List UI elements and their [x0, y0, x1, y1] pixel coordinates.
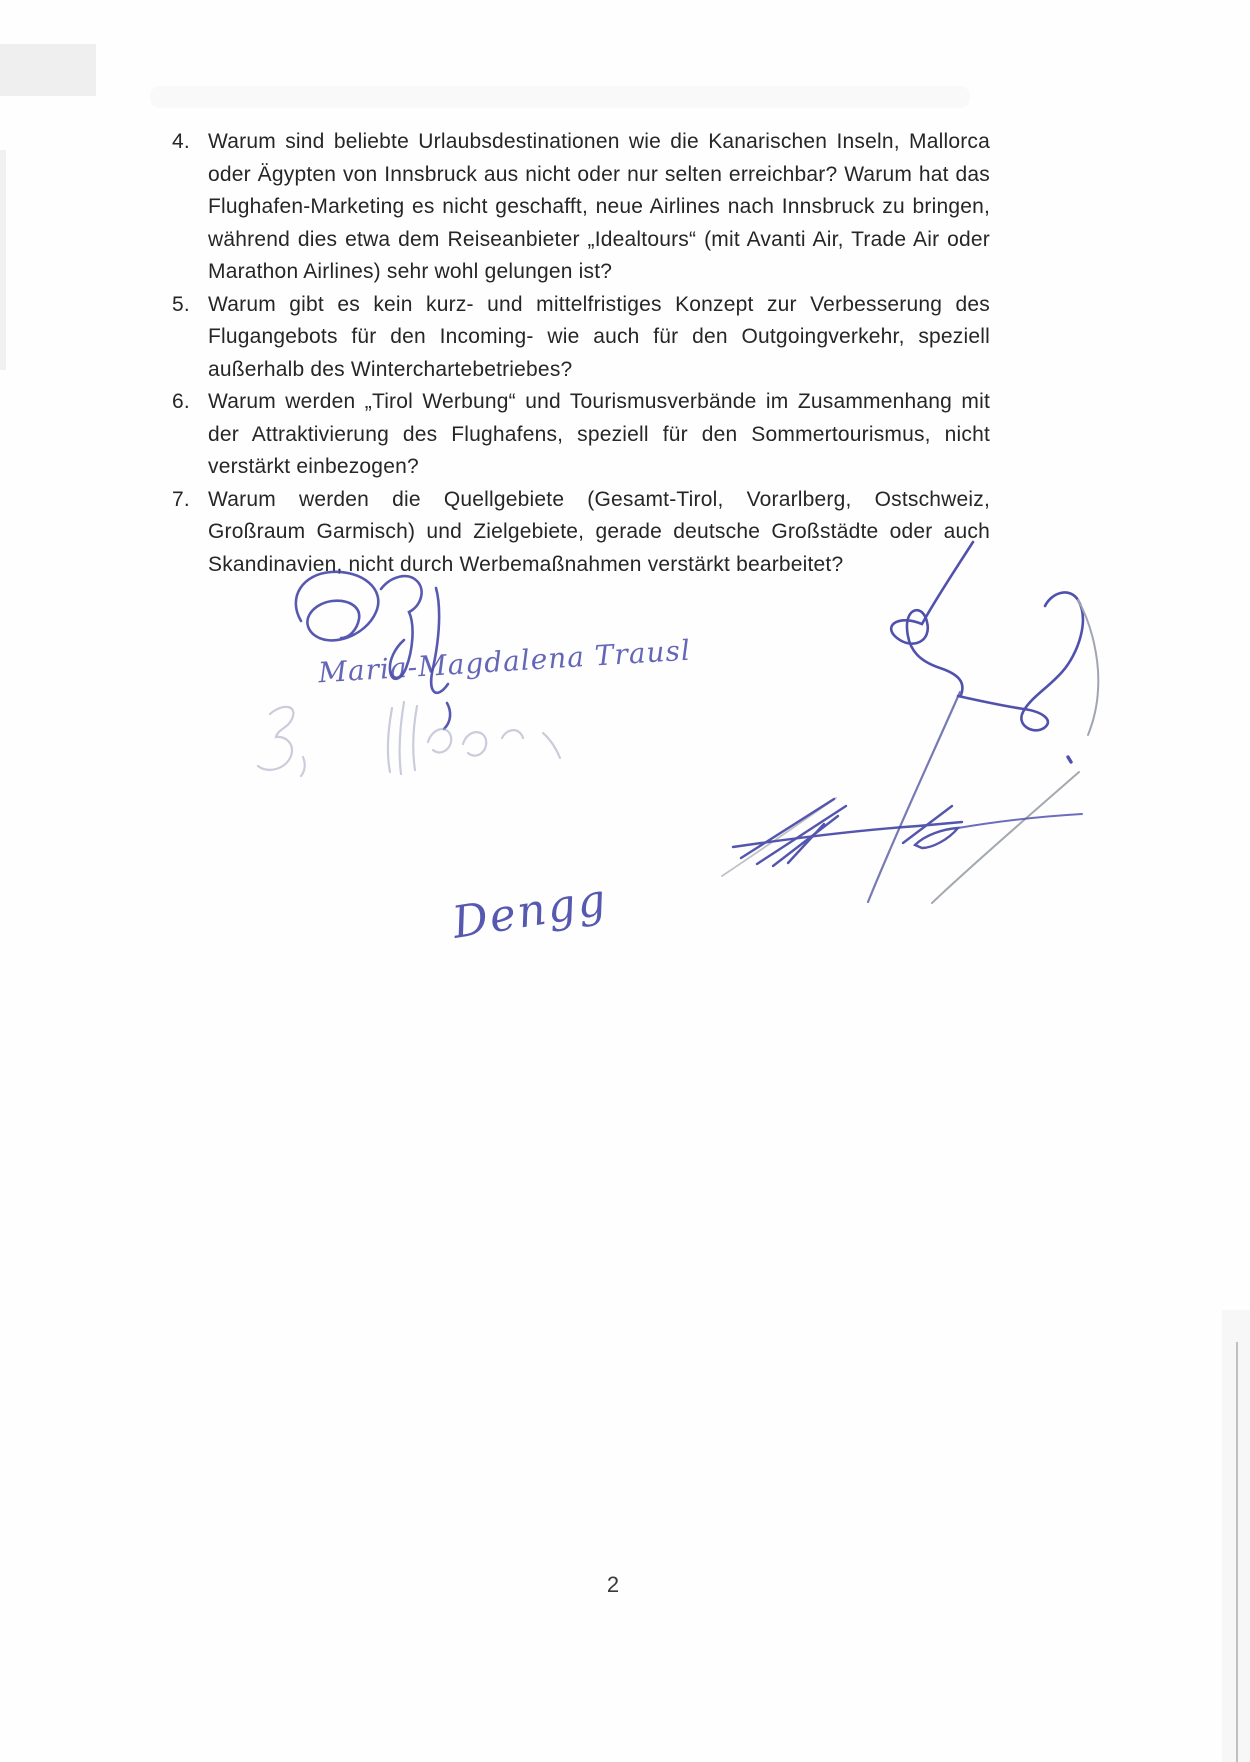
signature-flourish	[868, 542, 1098, 902]
signature-scratch	[722, 772, 1082, 903]
list-item	[172, 484, 990, 582]
list-item	[172, 289, 990, 387]
scan-edge-artifact	[0, 150, 6, 370]
faint-handwriting-scribble	[258, 702, 560, 776]
list-item	[172, 126, 990, 289]
scan-edge-line	[1236, 1342, 1238, 1762]
scan-edge-artifact	[0, 44, 96, 96]
list-item-number: 5.	[172, 292, 190, 316]
list-item-text: Warum gibt es kein kurz- und mittelfristiges Konzept zur Verbesserung des Flugangebots für den Incoming- wie auch für den Outgoingverkehr, speziell außerhalb des Winterchartebetriebes?	[208, 292, 990, 381]
list-item-number: 4.	[172, 130, 190, 153]
question-list	[172, 126, 990, 581]
list-item-text: Warum werden die Quellgebiete (Gesamt-Tirol, Vorarlberg, Ostschweiz, Großraum Garmisch) und Zielgebiete, gerade deutsche Großstädte oder auch Skandinavien, nicht durch Werbemaßnahmen verstärkt bearbeitet?	[208, 487, 990, 576]
list-item-text: Warum werden „Tirol Werbung“ und Tourismusverbände im Zusammenhang mit der Attraktivierung des Flughafens, speziell für den Sommertourismus, nicht verstärkt einbezogen?	[208, 390, 990, 478]
signature-surname-text: Dengg	[448, 874, 612, 949]
signature-name-text: Maria-Magdalena Trausl	[317, 633, 692, 690]
list-item-number: 7.	[172, 487, 190, 511]
page-number: 2	[606, 1572, 620, 1597]
scan-smear-artifact	[150, 86, 970, 108]
list-item-text: Warum sind beliebte Urlaubsdestinationen wie die Kanarischen Inseln, Mallorca oder Ägypten von Innsbruck aus nicht oder nur selten erreichbar? Warum hat das Flughafen-Marketing es nicht geschafft, neue Airlines nach Innsbruck zu bringen, während dies etwa dem Reiseanbieter „Idealtours“ (mit Avanti Air, Trade Air oder Marathon Airlines) sehr wohl gelungen ist?	[208, 130, 990, 283]
list-item	[172, 386, 990, 484]
list-item-number: 6.	[172, 390, 190, 413]
scan-edge-artifact	[1222, 1310, 1250, 1762]
